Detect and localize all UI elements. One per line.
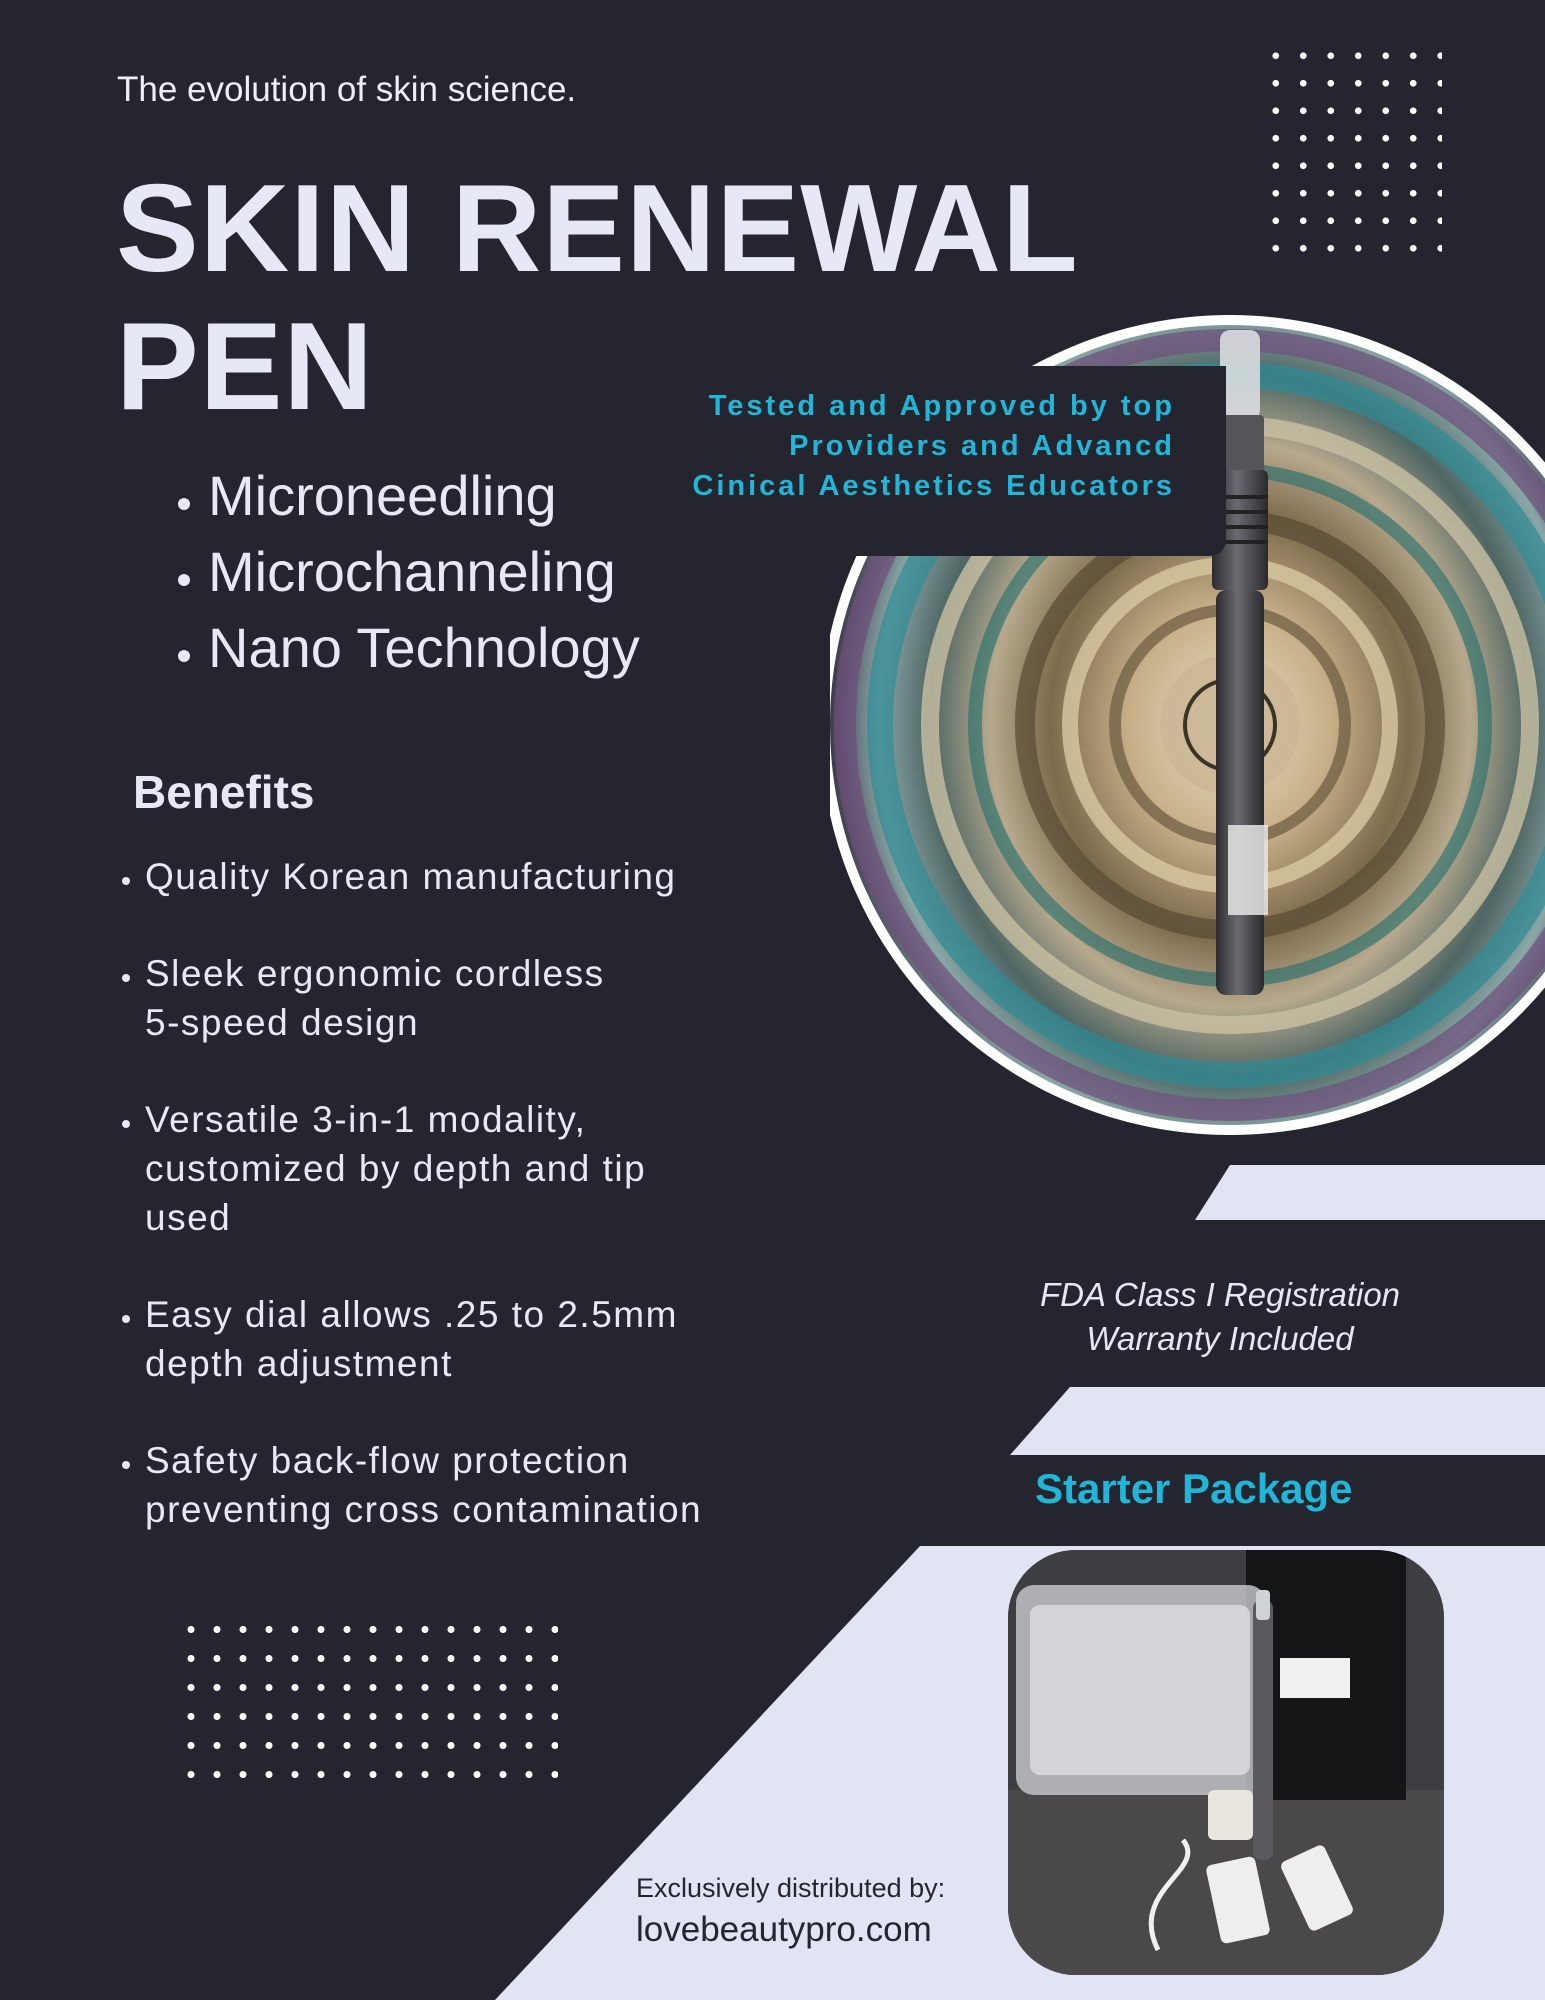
- list-item: • Microneedling: [208, 458, 640, 534]
- callout-text: [650, 386, 1175, 506]
- distributor-label: Exclusively distributed by:: [636, 1873, 946, 1903]
- list-item: • Nano Technology: [208, 610, 640, 686]
- benefit-line: preventing cross contamination: [145, 1489, 703, 1530]
- list-item: [145, 1290, 845, 1388]
- benefit-line: 5-speed design: [145, 1002, 420, 1043]
- dot-grid-bottom: [178, 1615, 558, 1795]
- list-item: [145, 852, 845, 901]
- benefit-line: • Quality Korean manufacturing: [145, 856, 677, 897]
- modality-list: [158, 458, 640, 686]
- benefit-line: • Easy dial allows .25 to 2.5mm: [145, 1294, 678, 1335]
- fda-line: FDA Class I Registration: [1039, 1276, 1401, 1313]
- title-line: SKIN RENEWAL: [116, 160, 1079, 298]
- benefit-line: depth adjustment: [145, 1343, 453, 1384]
- callout-line: Tested and Approved by top: [708, 390, 1175, 422]
- list-item: [145, 949, 845, 1047]
- callout-line: Cinical Aesthetics Educators: [692, 470, 1175, 502]
- fda-note: [1030, 1273, 1410, 1361]
- benefit-line: • Versatile 3-in-1 modality,: [145, 1099, 587, 1140]
- callout-line: Providers and Advancd: [789, 430, 1175, 462]
- benefit-line: • Safety back-flow protection: [145, 1440, 630, 1481]
- tagline: The evolution of skin science.: [117, 70, 577, 109]
- benefit-line: • Sleek ergonomic cordless: [145, 953, 605, 994]
- panel-strip-mid: [1010, 1387, 1545, 1455]
- distributor-website-link[interactable]: lovebeautypro.com: [636, 1910, 932, 1949]
- benefits-heading: Benefits: [133, 766, 315, 818]
- list-item: • Microchanneling: [208, 534, 640, 610]
- benefit-line: customized by depth and tip: [145, 1148, 647, 1189]
- benefit-line: used: [145, 1197, 232, 1238]
- list-item: [145, 1095, 845, 1242]
- fda-line: Warranty Included: [1086, 1320, 1354, 1357]
- title-line: PEN: [116, 298, 374, 436]
- package-illustration: [1008, 1550, 1444, 1975]
- benefits-list: [105, 852, 845, 1582]
- starter-heading: Starter Package: [1035, 1465, 1353, 1512]
- dot-grid-top: [1262, 42, 1442, 262]
- list-item: [145, 1436, 845, 1534]
- starter-package-photo: [1008, 1550, 1444, 1975]
